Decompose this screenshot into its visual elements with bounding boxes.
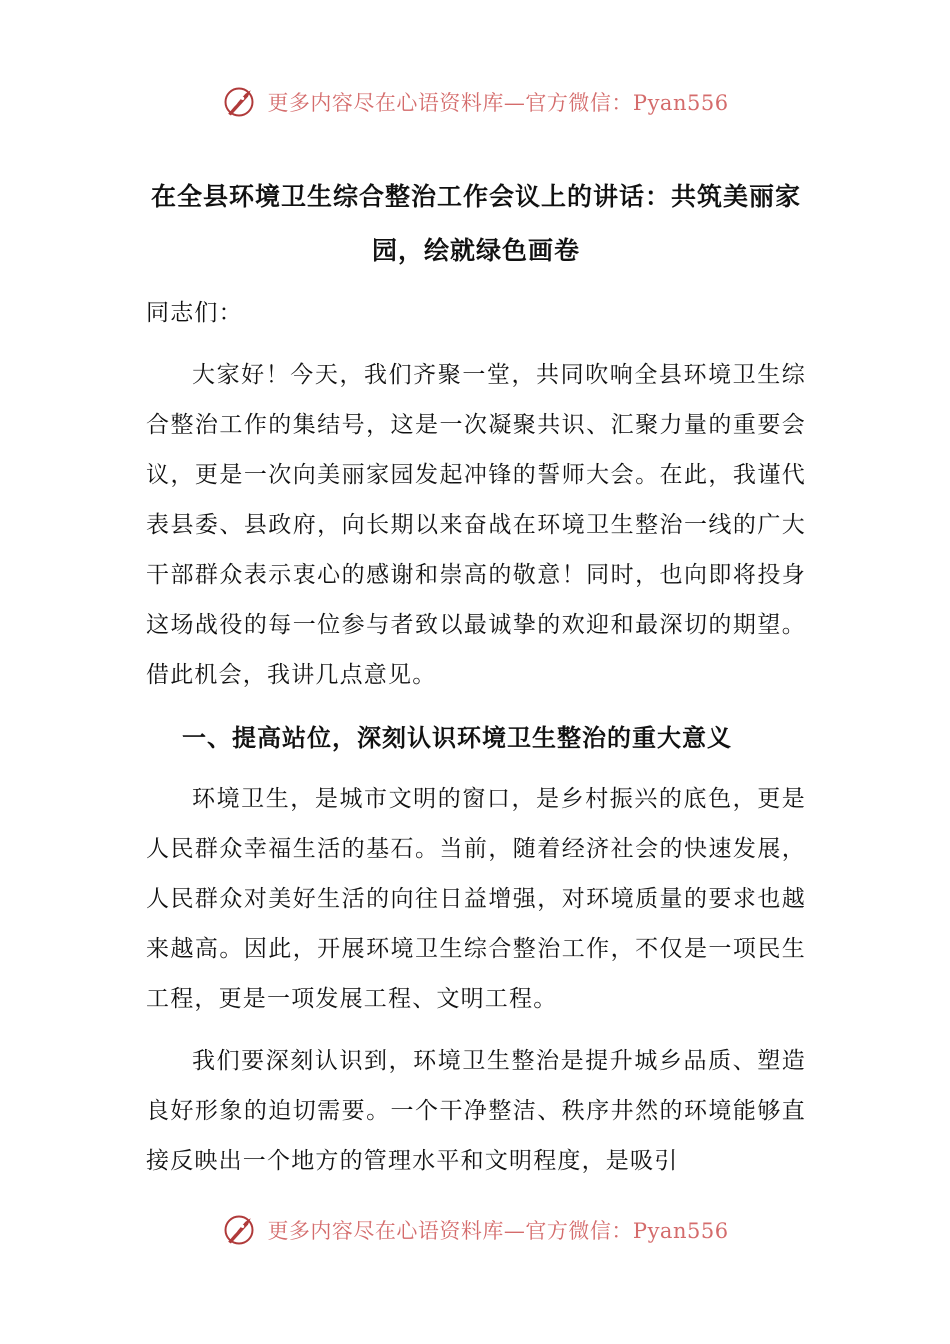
footer-watermark-banner (0, 1210, 950, 1250)
pen-nib-logo-icon (221, 84, 257, 120)
header-watermark-banner (0, 82, 950, 122)
footer-watermark-text: 更多内容尽在心语资料库—官方微信：Pyan556 (267, 1219, 729, 1243)
section-1-heading: 一、提高站位，深刻认识环境卫生整治的重大意义 (182, 724, 732, 752)
pen-nib-logo-icon (221, 1212, 257, 1248)
intro-paragraph: 大家好！今天，我们齐聚一堂，共同吹响全县环境卫生综合整治工作的集结号，这是一次凝聚共识、汇聚力量的重要会议，更是一次向美丽家园发起冲锋的誓师大会。在此，我谨代表县委、县政府，向长期以来奋战在环境卫生整治一线的广大干部群众表示衷心的感谢和崇高的敬意！同时，也向即将投身这场战役的每一位参与者致以最诚挚的欢迎和最深切的期望。借此机会，我讲几点意见。 (146, 362, 806, 688)
section-1-paragraph-1: 环境卫生，是城市文明的窗口，是乡村振兴的底色，更是人民群众幸福生活的基石。当前，随着经济社会的快速发展，人民群众对美好生活的向往日益增强，对环境质量的要求也越来越高。因此，开展环境卫生综合整治工作，不仅是一项民生工程，更是一项发展工程、文明工程。 (146, 786, 806, 1012)
document-title: 在全县环境卫生综合整治工作会议上的讲话：共筑美丽家园，绘就绿色画卷 (150, 182, 801, 265)
section-1-paragraph-2: 我们要深刻认识到，环境卫生整治是提升城乡品质、塑造良好形象的迫切需要。一个干净整洁、秩序井然的环境能够直接反映出一个地方的管理水平和文明程度，是吸引 (146, 1048, 806, 1174)
header-watermark-text: 更多内容尽在心语资料库—官方微信：Pyan556 (267, 91, 729, 115)
salutation: 同志们： (146, 300, 243, 326)
document-body (146, 170, 806, 1186)
